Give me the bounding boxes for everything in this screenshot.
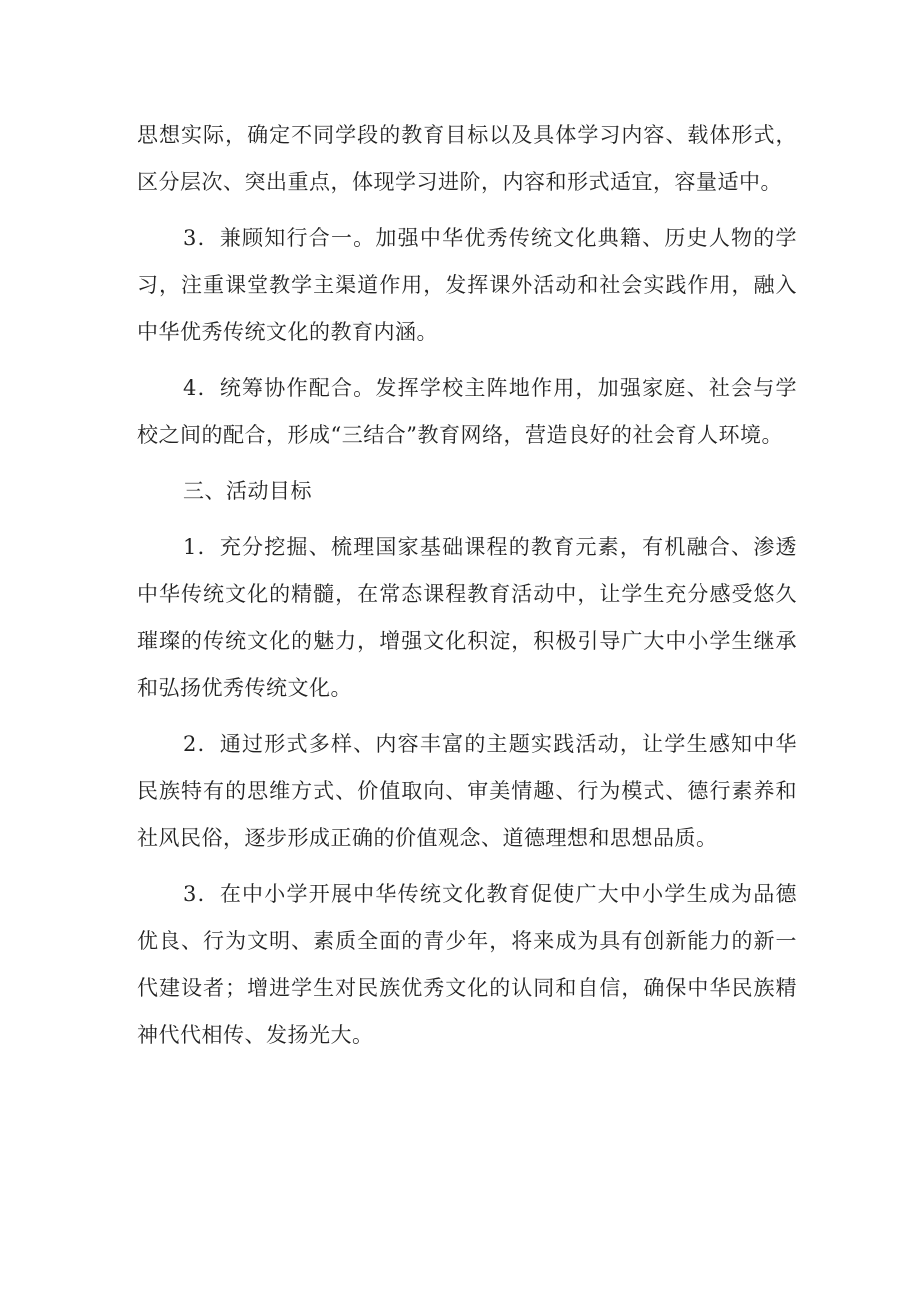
- paragraph-item-4-coordination: 4．统筹协作配合。发挥学校主阵地作用，加强家庭、社会与学校之间的配合，形成“三结合”教育网络，营造良好的社会育人环境。: [137, 376, 797, 447]
- paragraph-item-3-knowledge-action: 3．兼顾知行合一。加强中华优秀传统文化典籍、历史人物的学习，注重课堂教学主渠道作用，发挥课外活动和社会实践作用，融入中华优秀传统文化的教育内涵。: [137, 226, 797, 344]
- document-body: [137, 112, 797, 1068]
- paragraph-goal-3: 3．在中小学开展中华传统文化教育促使广大中小学生成为品德优良、行为文明、素质全面的青少年，将来成为具有创新能力的新一代建设者；增进学生对民族优秀文化的认同和自信，确保中华民族精神代代相传、发扬光大。: [137, 882, 797, 1047]
- paragraph-continuation: 思想实际，确定不同学段的教育目标以及具体学习内容、载体形式，区分层次、突出重点，体现学习进阶，内容和形式适宜，容量适中。: [137, 123, 797, 194]
- paragraph-goal-2: 2．通过形式多样、内容丰富的主题实践活动，让学生感知中华民族特有的思维方式、价值取向、审美情趣、行为模式、德行素养和社风民俗，逐步形成正确的价值观念、道德理想和思想品质。: [137, 732, 797, 850]
- section-heading-activity-goals: 三、活动目标: [183, 479, 312, 503]
- paragraph-goal-1: 1．充分挖掘、梳理国家基础课程的教育元素，有机融合、渗透中华传统文化的精髓，在常态课程教育活动中，让学生充分感受悠久璀璨的传统文化的魅力，增强文化积淀，积极引导广大中小学生继承和弘扬优秀传统文化。: [137, 535, 797, 700]
